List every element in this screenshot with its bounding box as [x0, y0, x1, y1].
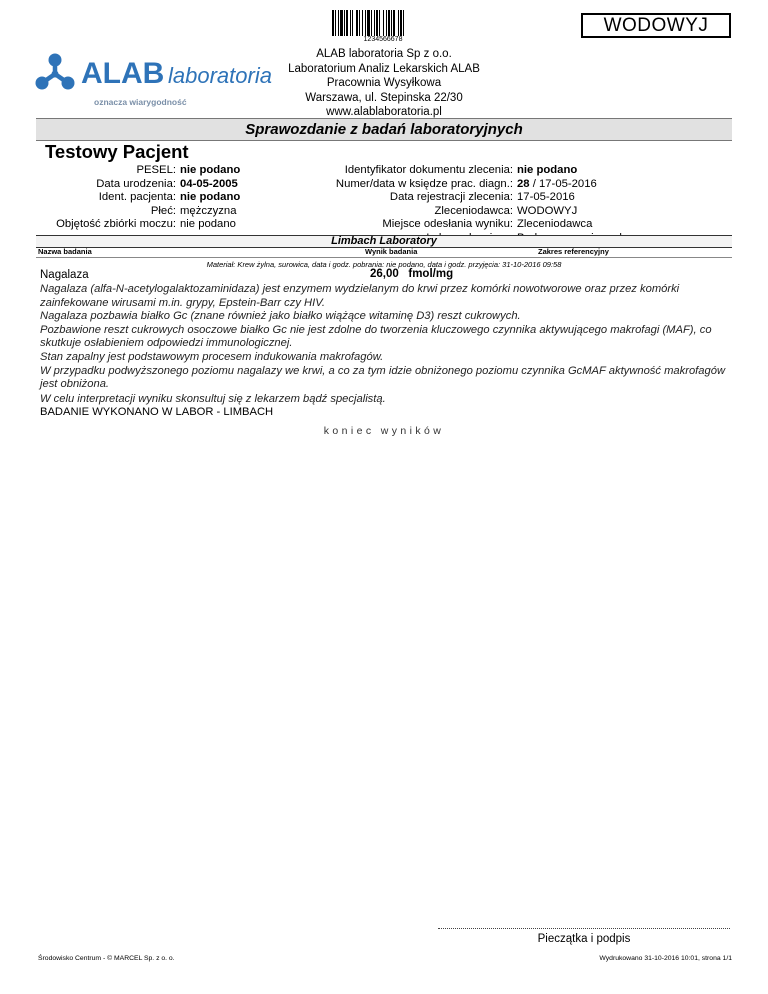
field-label: Identyfikator dokumentu zlecenia:	[344, 164, 513, 176]
test-name: Nagalaza	[40, 269, 89, 281]
patient-field-row	[36, 178, 240, 192]
material-info: Materiał: Krew żylna, surowica, data i godz. pobrania: nie podano, data i godz. przyjęcia: 31-10-2016 09:58	[206, 260, 562, 269]
lab-info-line: Laboratorium Analiz Lekarskich ALAB	[288, 62, 480, 75]
column-header-reference: Zakres referencyjny	[538, 247, 609, 256]
description-paragraph: Stan zapalny jest podstawowym procesem indukowania makrofagów.	[40, 350, 384, 363]
field-label: PESEL:	[136, 164, 176, 176]
alab-logo	[36, 50, 272, 112]
lab-name-bar: Limbach Laboratory	[36, 235, 732, 248]
lab-info	[284, 47, 484, 120]
molecule-icon	[36, 54, 75, 90]
patient-field-row	[36, 205, 240, 219]
field-label: Płeć:	[150, 204, 176, 217]
patient-field-row	[36, 191, 240, 205]
test-description	[40, 283, 730, 392]
end-of-results: koniec wyników	[323, 425, 445, 437]
field-value: nie podano	[517, 164, 578, 176]
order-field-row	[300, 218, 644, 232]
description-paragraph: Nagalaza pozbawia białko Gc (znane również jako białko wiążące witaminę D3) reszt cukrowych.	[40, 310, 521, 323]
description-paragraph: W przypadku podwyższonego poziomu nagalazy we krwi, a co za tym idzie obniżonego poziomu czynnika GcMAF aktywność makrofagów jest obniżona.	[40, 364, 726, 391]
order-field-row	[300, 178, 644, 192]
field-value: nie podano	[180, 218, 236, 231]
signature-label: Pieczątka i podpis	[537, 933, 631, 945]
field-label: Zleceniodawca:	[434, 204, 513, 217]
field-value: Zleceniodawca	[517, 218, 593, 231]
lab-info-line: Pracownia Wysyłkowa	[326, 77, 442, 89]
lab-info-line: ALAB laboratoria Sp z o.o.	[316, 48, 452, 60]
logo-tagline: oznacza wiarygodność	[94, 97, 187, 107]
report-title: Sprawozdanie z badań laboratoryjnych	[36, 118, 732, 141]
order-field-row	[300, 191, 644, 205]
field-value: / 17-05-2016	[529, 177, 597, 190]
column-divider	[36, 257, 732, 258]
field-value: mężczyzna	[180, 204, 237, 217]
barcode-number: 1234566678	[363, 36, 403, 43]
field-value: nie podano	[180, 191, 241, 204]
field-value: nie podano	[180, 164, 241, 176]
field-label: Numer/data w księdze prac. diagn.:	[335, 177, 513, 190]
signature-line	[438, 928, 730, 929]
logo-brand: ALAB	[81, 57, 165, 90]
description-paragraph: Nagalaza (alfa-N-acetylogalaktozaminidaza) jest enzymem wydzielanym do krwi przez komórki nowotworowe oraz przez komórki zainfekowane wirusami m.in. grypy, Epstein-Barr czy HIV.	[40, 283, 680, 309]
test-result	[370, 268, 453, 280]
patient-fields	[36, 164, 240, 232]
performed-by: BADANIE WYKONANO W LABOR - LIMBACH	[40, 406, 274, 418]
patient-field-row	[36, 164, 240, 178]
order-fields	[300, 164, 644, 246]
field-label: Objętość zbiórki moczu:	[56, 218, 176, 231]
order-field-row	[300, 164, 644, 178]
field-label: Data rejestracji zlecenia:	[389, 191, 513, 204]
field-label: Miejsce odesłania wyniku:	[382, 218, 513, 231]
field-value: 17-05-2016	[517, 191, 575, 204]
description-paragraph: Pozbawione reszt cukrowych osoczowe białko Gc nie jest zdolne do tworzenia kluczowego czynnika aktywującego makrofagi (MAF), co skutkuje osłabieniem odpowiedzi immunologicznej.	[40, 323, 712, 350]
footer-copyright: Środowisko Centrum - © MARCEL Sp. z o. o.	[38, 955, 175, 962]
field-label: Data urodzenia:	[96, 177, 176, 190]
footer-printed: Wydrukowano 31-10-2016 10:01, strona 1/1	[599, 955, 732, 962]
patient-name: Testowy Pacjent	[45, 141, 189, 162]
column-header-result: Wynik badania	[365, 247, 418, 256]
order-field-row	[300, 205, 644, 219]
order-code-box: WODOWYJ	[581, 13, 731, 38]
advice-note: W celu interpretacji wyniku skonsultuj się z lekarzem bądź specjalistą.	[40, 393, 386, 405]
field-value: 04-05-2005	[180, 177, 238, 190]
lab-info-line: Warszawa, ul. Stepinska 22/30	[305, 91, 463, 104]
test-unit: fmol/mg	[408, 268, 454, 280]
field-value-number: 28	[517, 177, 530, 190]
column-header-name: Nazwa badania	[38, 247, 92, 256]
lab-info-line: www.alablaboratoria.pl	[326, 106, 442, 118]
logo-word: laboratoria	[168, 63, 272, 88]
field-value: WODOWYJ	[517, 204, 578, 217]
barcode	[332, 10, 434, 36]
field-label: Ident. pacjenta:	[98, 191, 176, 204]
test-value: 26,00	[370, 268, 399, 280]
patient-field-row	[36, 218, 240, 232]
